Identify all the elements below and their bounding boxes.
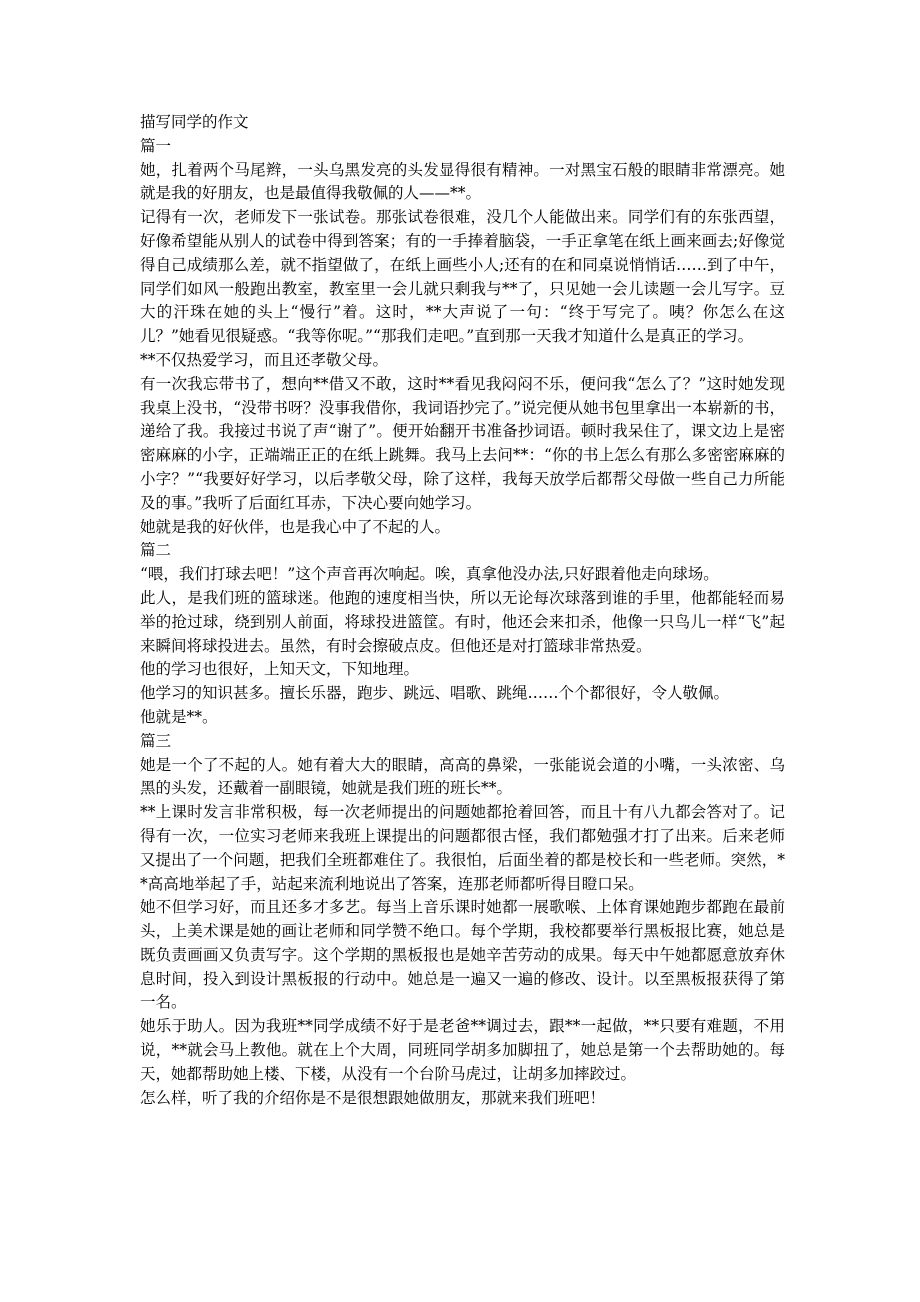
paragraph: 她是一个了不起的人。她有着大大的眼睛，高高的鼻梁，一张能说会道的小嘴，一头浓密、乌黑的头发，还戴着一副眼镜，她就是我们班的班长**。 (140, 755, 785, 798)
paragraph: 她就是我的好伙伴，也是我心中了不起的人。 (140, 517, 451, 536)
paragraph: **上课时发言非常积极，每一次老师提出的问题她都抢着回答，而且十有八九都会答对了。记得有一次，一位实习老师来我班上课提出的问题都很古怪，我们都勉强才打了出来。后来老师又提出了一个问题，把我们全班都难住了。我很怕，后面坐着的都是校长和一些老师。突然，**高高地举起了手，站起来流利地说出了答案，连那老师都听得目瞪口呆。 (140, 803, 785, 893)
paragraph: 怎么样，听了我的介绍你是不是很想跟她做朋友，那就来我们班吧！ (140, 1088, 606, 1107)
paragraph: **不仅热爱学习，而且还孝敬父母。 (140, 350, 389, 369)
paragraph: 她不但学习好，而且还多才多艺。每当上音乐课时她都一展歌喉、上体育课她跑步都跑在最前头，上美术课是她的画让老师和同学赞不绝口。每个学期，我校都要举行黑板报比赛，她总是既负责画画又负责写字。这个学期的黑板报也是她辛苦劳动的成果。每天中午她都愿意放弃休息时间，投入到设计黑板报的行动中。她总是一遍又一遍的修改、设计。以至黑板报获得了第一名。 (140, 898, 785, 1012)
document-title: 描写同学的作文 (140, 113, 249, 131)
paragraph: 她，扎着两个马尾辫，一头乌黑发亮的头发显得很有精神。一对黑宝石般的眼睛非常漂亮。她就是我的好朋友，也是最值得我敬佩的人——**。 (140, 160, 785, 203)
section-heading: 篇二 (140, 541, 172, 560)
paragraph: 此人，是我们班的篮球迷。他跑的速度相当快，所以无论每次球落到谁的手里，他都能轻而易举的抢过球，绕到别人前面，将球投进篮筐。有时，他还会来扣杀，他像一只鸟儿一样“飞”起来瞬间将球投进去。虽然，有时会擦破点皮。但他还是对打篮球非常热爱。 (140, 588, 785, 655)
section-heading: 篇一 (140, 136, 172, 155)
paragraph: 他就是**。 (140, 707, 218, 726)
paragraph: 她乐于助人。因为我班**同学成绩不好于是老爸**调过去，跟**一起做，**只要有难题，不用说，**就会马上教他。就在上个大周，同班同学胡多加脚扭了，她总是第一个去帮助她的。每天，她都帮助她上楼、下楼，从没有一个台阶马虎过，让胡多加摔跤过。 (140, 1017, 785, 1083)
document-body (140, 111, 785, 1110)
paragraph: 他学习的知识甚多。擅长乐器，跑步、跳远、唱歌、跳绳……个个都很好，令人敬佩。 (140, 684, 730, 703)
paragraph: 记得有一次，老师发下一张试卷。那张试卷很难，没几个人能做出来。同学们有的东张西望，好像希望能从别人的试卷中得到答案；有的一手捧着脑袋，一手正拿笔在纸上画来画去;好像觉得自己成绩那么差，就不指望做了，在纸上画些小人;还有的在和同桌说悄悄话……到了中午，同学们如风一般跑出教室，教室里一会儿就只剩我与**了，只见她一会儿读题一会儿写字。豆大的汗珠在她的头上“慢行”着。这时，**大声说了一句：“终于写完了。咦？你怎么在这儿？”她看见很疑惑。“我等你呢。”“那我们走吧。”直到那一天我才知道什么是真正的学习。 (140, 208, 785, 346)
paragraph: “喂，我们打球去吧！”这个声音再次响起。唉，真拿他没办法,只好跟着他走向球场。 (140, 565, 719, 584)
paragraph: 他的学习也很好，上知天文，下知地理。 (140, 660, 420, 679)
paragraph: 有一次我忘带书了，想向**借又不敢，这时**看见我闷闷不乐，便问我“怎么了？”这时她发现我桌上没书，“没带书呀？没事我借你，我词语抄完了。”说完便从她书包里拿出一本崭新的书，递给了我。我接过书说了声“谢了”。便开始翻开书准备抄词语。顿时我呆住了，课文边上是密密麻麻的小字，正端端正正的在纸上跳舞。我马上去问**：“你的书上怎么有那么多密密麻麻的小字？”“我要好好学习，以后孝敬父母，除了这样，我每天放学后都帮父母做一些自己力所能及的事。”我听了后面红耳赤，下决心要向她学习。 (140, 374, 785, 512)
section-heading: 篇三 (140, 731, 172, 750)
